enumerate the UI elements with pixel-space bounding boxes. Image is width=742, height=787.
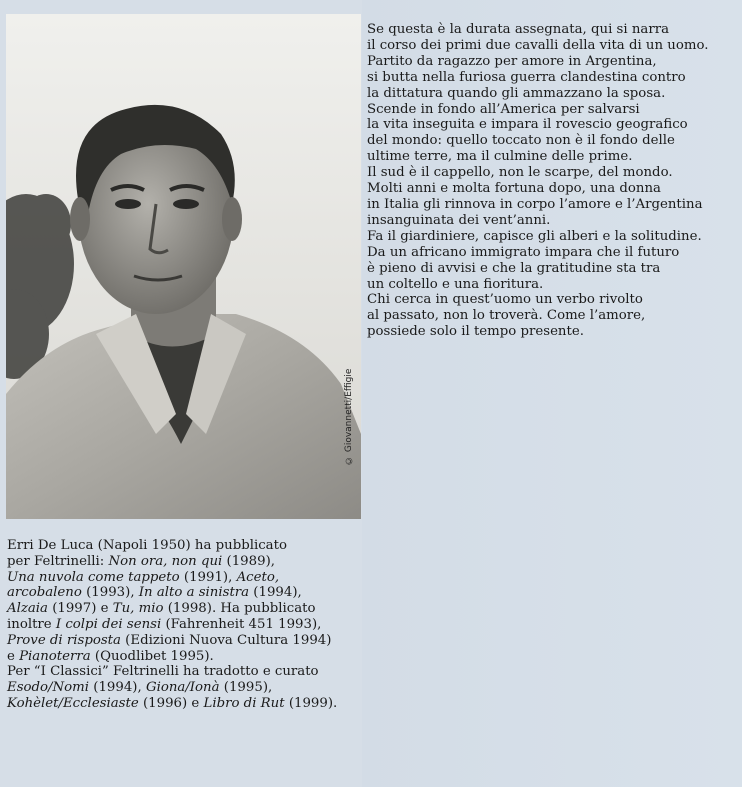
bio-text: inoltre: [7, 616, 56, 632]
author-photo: [6, 14, 361, 519]
book-title: Esodo/Nomi: [7, 680, 90, 696]
book-title: Prove di risposta: [7, 632, 121, 648]
book-title: Una nuvola come tappeto: [7, 569, 180, 585]
book-title: Pianoterra: [19, 648, 91, 664]
blurb-line: Fa il giardiniere, capisce gli alberi e la solitudine.: [367, 228, 702, 244]
bio-line: [7, 601, 359, 617]
bio-line: [7, 696, 359, 712]
bio-text: (1999).: [284, 695, 338, 711]
blurb-line: Scende in fondo all’America per salvarsi: [367, 101, 640, 117]
bio-text: per Feltrinelli:: [7, 553, 109, 569]
blurb-line: al passato, non lo troverà. Come l’amore,: [367, 308, 646, 324]
blurb-line: la dittatura quando gli ammazzano la sposa.: [367, 85, 666, 101]
blurb-line: possiede solo il tempo presente.: [367, 324, 584, 340]
book-title: Giona/Ionà: [145, 680, 220, 696]
blurb-line: insanguinata dei vent’anni.: [367, 212, 551, 228]
bio-line: [7, 585, 359, 601]
photo-credit: © Giovannetti/Effigie: [344, 368, 354, 465]
bio-text: (1996) e: [138, 695, 204, 711]
bio-text: e: [7, 648, 20, 664]
bio-line: [7, 633, 359, 649]
bio-text: Per “I Classici” Feltrinelli ha tradotto e curato: [7, 664, 319, 680]
blurb-line: Il sud è il cappello, non le scarpe, del mondo.: [367, 165, 673, 181]
blurb-line: il corso dei primi due cavalli della vita di un uomo.: [367, 37, 709, 53]
book-title: Kohèlet/Ecclesiaste: [7, 695, 139, 711]
bio-text: (1994),: [89, 680, 146, 696]
bio-text: (Quodlibet 1995).: [90, 648, 214, 664]
bio-text: (1995),: [219, 680, 273, 696]
book-title: I colpi dei sensi: [55, 616, 162, 632]
book-title: In alto a sinistra: [138, 585, 250, 601]
book-title: Alzaia: [7, 601, 48, 617]
book-title: arcobaleno: [7, 585, 82, 601]
bio-text: (1997) e: [47, 601, 113, 617]
book-title: Libro di Rut: [203, 695, 285, 711]
blurb-line: un coltello e una fioritura.: [367, 276, 544, 292]
bio-line: [7, 554, 359, 570]
book-title: Tu, mio: [112, 601, 164, 617]
bio-text: (1998). Ha pubblicato: [163, 601, 316, 617]
blurb-line: la vita inseguita e impara il rovescio geografico: [367, 117, 688, 133]
bio-text: (1994),: [249, 585, 302, 601]
blurb-line: in Italia gli rinnova in corpo l’amore e l’Argentina: [367, 196, 703, 212]
bio-line: [7, 617, 359, 633]
blurb-line: Partito da ragazzo per amore in Argentina,: [367, 53, 657, 69]
blurb-line: ultime terre, ma il culmine delle prime.: [367, 149, 633, 165]
book-title: Non ora, non qui: [108, 553, 223, 569]
book-title: Aceto,: [236, 569, 280, 585]
blurb-line: si butta nella furiosa guerra clandestina contro: [367, 69, 686, 85]
bio-text: (1991),: [179, 569, 237, 585]
blurb-text: [367, 22, 739, 340]
author-bio: [7, 538, 359, 712]
bio-line: [7, 538, 359, 554]
blurb-line: Molti anni e molta fortuna dopo, una donna: [367, 181, 661, 197]
bio-line: [7, 570, 359, 586]
bio-text: (Edizioni Nuova Cultura 1994): [120, 632, 332, 648]
bio-text: (1993),: [81, 585, 139, 601]
blurb-line: Da un africano immigrato impara che il futuro: [367, 244, 680, 260]
bio-text: Erri De Luca (Napoli 1950) ha pubblicato: [7, 538, 287, 553]
bio-line: [7, 680, 359, 696]
blurb-line: è pieno di avvisi e che la gratitudine sta tra: [367, 260, 661, 276]
blurb-line: del mondo: quello toccato non è il fondo delle: [367, 133, 675, 149]
bio-line: [7, 649, 359, 665]
bio-text: (Fahrenheit 451 1993),: [161, 616, 322, 632]
bio-text: (1989),: [222, 553, 275, 569]
blurb-line: Chi cerca in quest’uomo un verbo rivolto: [367, 292, 643, 308]
blurb-line: Se questa è la durata assegnata, qui si narra: [367, 22, 669, 37]
bio-line: [7, 664, 359, 680]
